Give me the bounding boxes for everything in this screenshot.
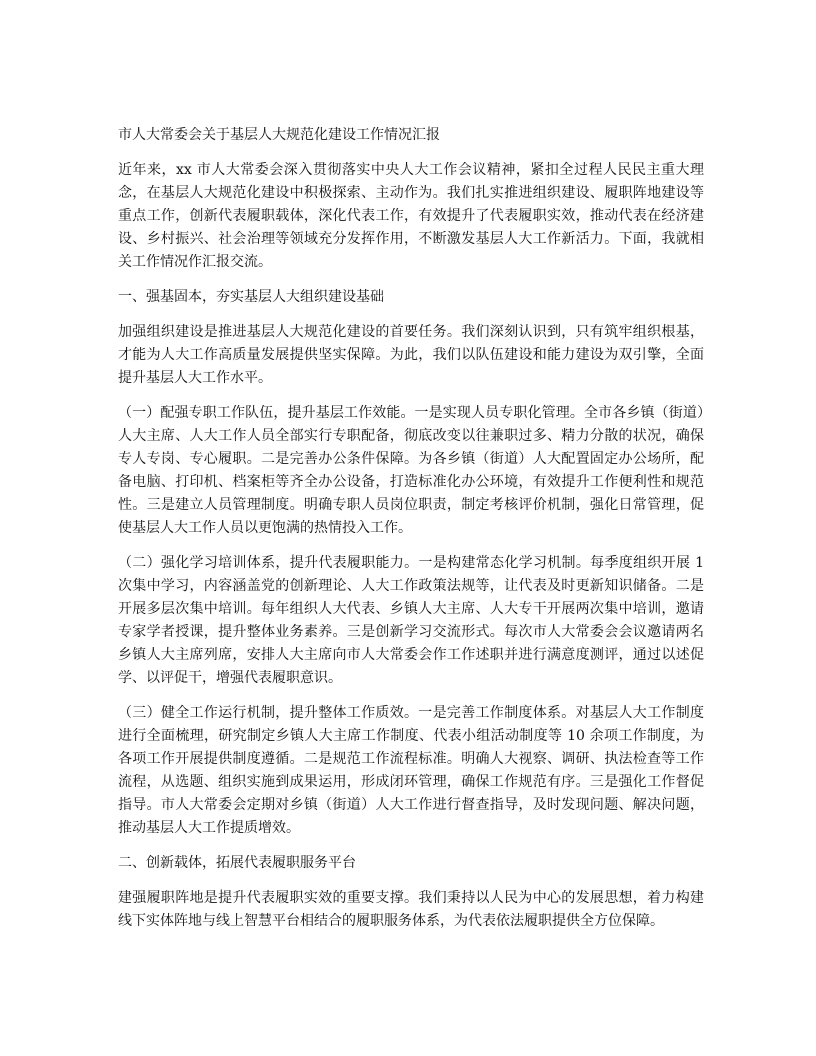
subsection-3-paragraph: （三）健全工作运行机制，提升整体工作质效。一是完善工作制度体系。对基层人大工作制度进行全面梳理，研究制定乡镇人大主席工作制度、代表小组活动制度等 10 余项工作制度，为各项工作开展提供制度遵循。二是规范工作流程标准。明确人大视察、调研、执法检查等工作流程，从选题、组织实施到成果运用，形成闭环管理，确保工作规范有序。三是强化工作督促指导。市人大常委会定期对乡镇（街道）人大工作进行督查指导，及时发现问题、解决问题，推动基层人大工作提质增效。 xyxy=(118,705,704,836)
document-page xyxy=(118,124,704,945)
subsection-1-paragraph: （一）配强专职工作队伍，提升基层工作效能。一是实现人员专职化管理。全市各乡镇（街道）人大主席、人大工作人员全部实行专职配备，彻底改变以往兼职过多、精力分散的状况，确保专人专岗、专心履职。二是完善办公条件保障。为各乡镇（街道）人大配置固定办公场所，配备电脑、打印机、档案柜等齐全办公设备，打造标准化办公环境，有效提升工作便利性和规范性。三是建立人员管理制度。明确专职人员岗位职责，制定考核评价机制，强化日常管理，促使基层人大工作人员以更饱满的热情投入工作。 xyxy=(118,405,704,536)
subsection-2-paragraph: （二）强化学习培训体系，提升代表履职能力。一是构建常态化学习机制。每季度组织开展 1 次集中学习，内容涵盖党的创新理论、人大工作政策法规等，让代表及时更新知识储备。二是开展多层次集中培训。每年组织人大代表、乡镇人大主席、人大专干开展两次集中培训，邀请专家学者授课，提升整体业务素养。三是创新学习交流形式。每次市人大常委会会议邀请两名乡镇人大主席列席，安排人大主席向市人大常委会作工作述职并进行满意度测评，通过以述促学、以评促干，增强代表履职意识。 xyxy=(118,555,704,686)
section-heading-1: 一、强基固本，夯实基层人大组织建设基础 xyxy=(118,289,384,305)
section-heading-2: 二、创新载体，拓展代表履职服务平台 xyxy=(118,855,356,871)
intro-paragraph: 近年来，xx 市人大常委会深入贯彻落实中央人大工作会议精神，紧扣全过程人民民主重大理念，在基层人大规范化建设中积极探索、主动作为。我们扎实推进组织建设、履职阵地建设等重点工作，创新代表履职载体，深化代表工作，有效提升了代表履职实效，推动代表在经济建设、乡村振兴、社会治理等领域充分发挥作用，不断激发基层人大工作新活力。下面，我就相关工作情况作汇报交流。 xyxy=(118,162,704,270)
section-1-intro-paragraph: 加强组织建设是推进基层人大规范化建设的首要任务。我们深刻认识到，只有筑牢组织根基，才能为人大工作高质量发展提供坚实保障。为此，我们以队伍建设和能力建设为双引擎，全面提升基层人大工作水平。 xyxy=(118,324,704,386)
section-2-intro-paragraph: 建强履职阵地是提升代表履职实效的重要支撑。我们秉持以人民为中心的发展思想，着力构建线下实体阵地与线上智慧平台相结合的履职服务体系，为代表依法履职提供全方位保障。 xyxy=(118,890,704,929)
document-title: 市人大常委会关于基层人大规范化建设工作情况汇报 xyxy=(118,127,440,143)
